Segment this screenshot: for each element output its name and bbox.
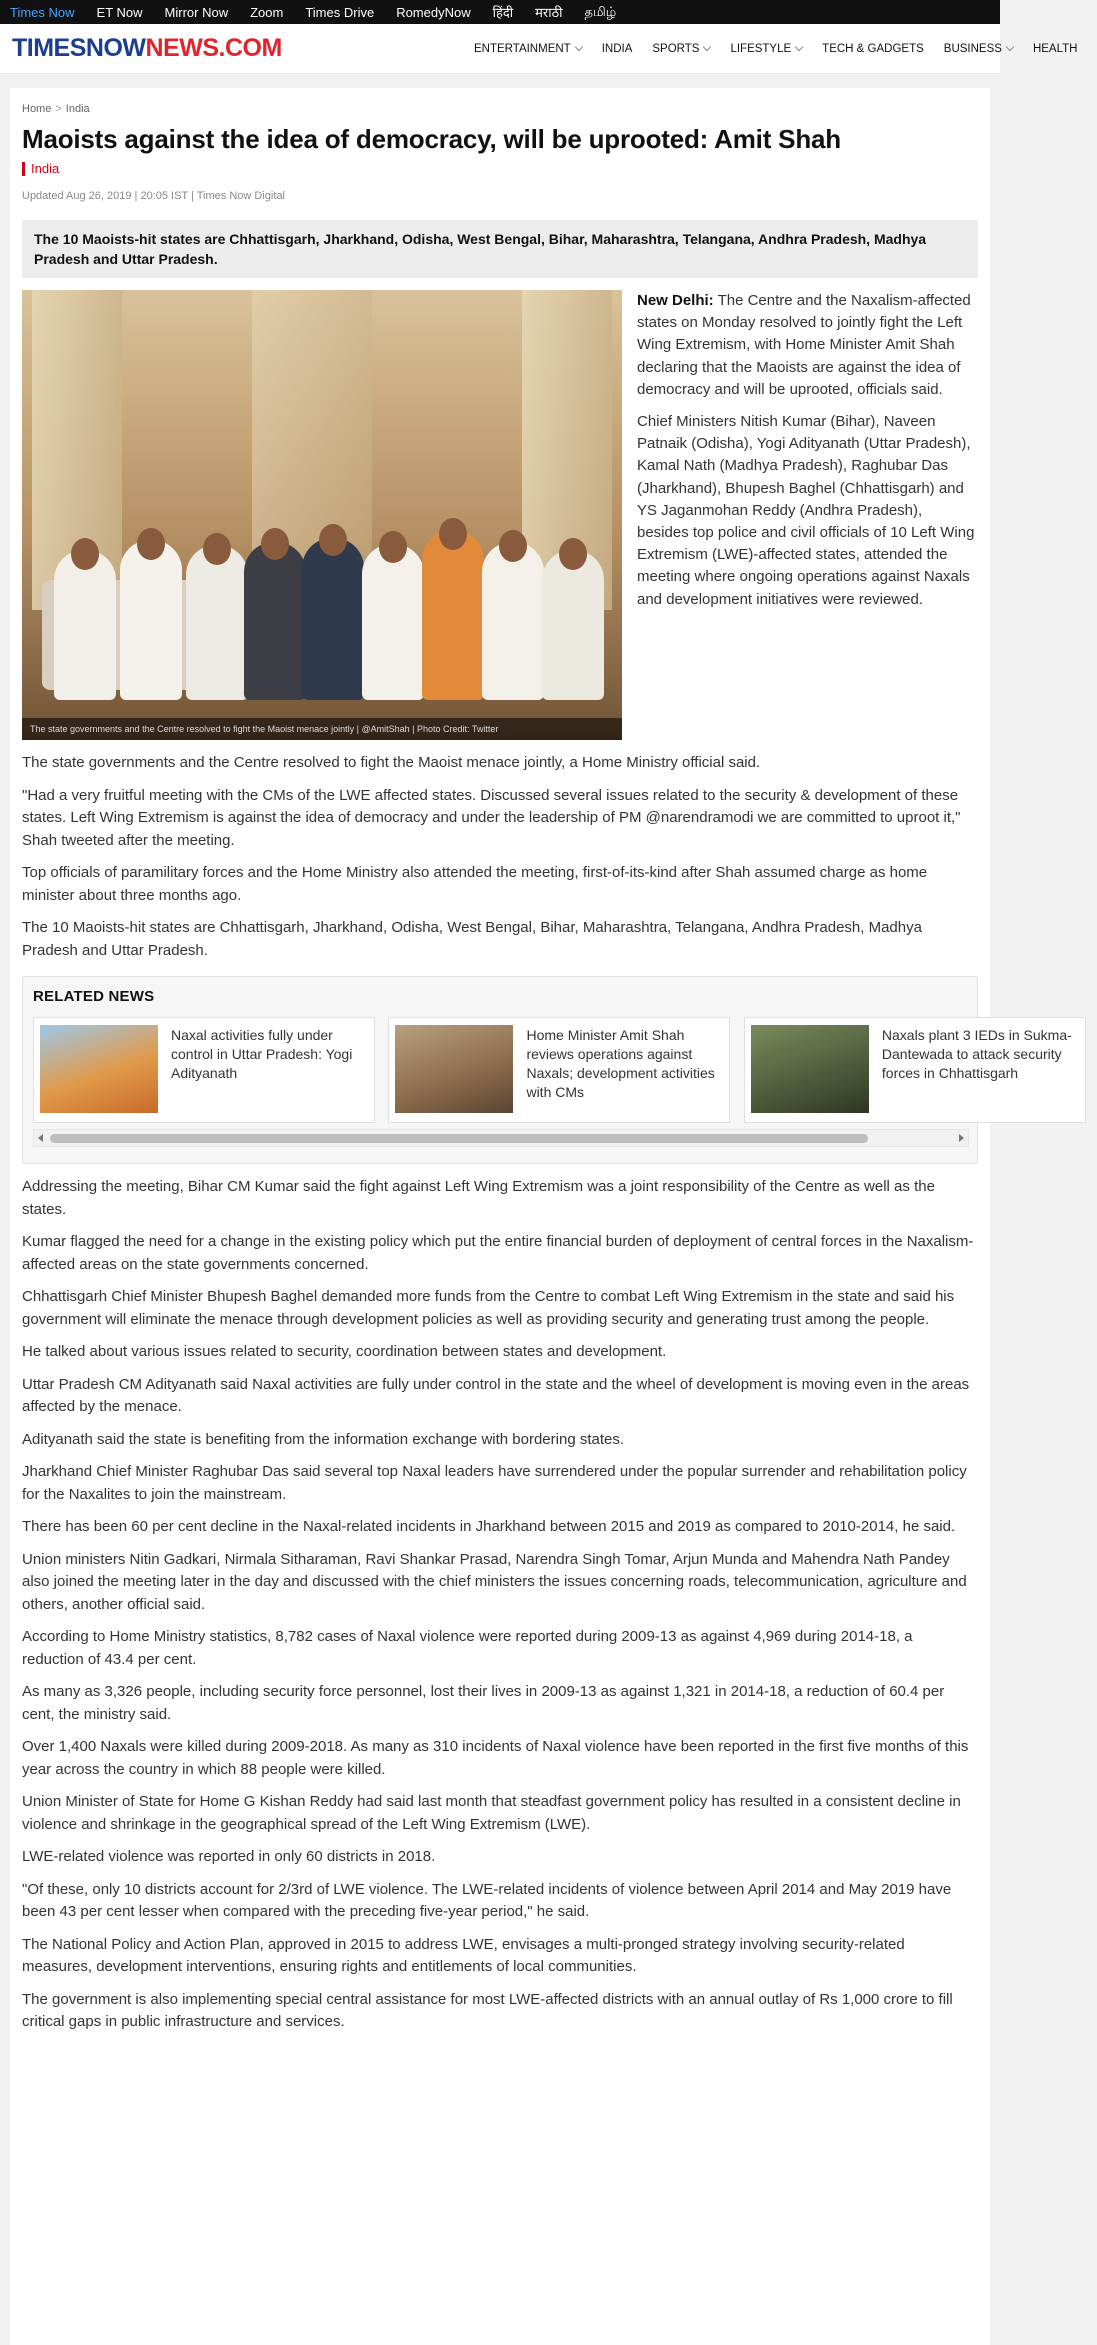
nav-label: INDIA: [601, 43, 633, 55]
body-paragraph: "Had a very fruitful meeting with the CMs of the LWE affected states. Discussed several issues related to the security & development of these states. Left Wing Extremism is against the idea of democracy and under the leadership of PM @narendramodi we are committed to uproot it," Shah tweeted after the meeting.: [22, 786, 961, 849]
body-paragraph: LWE-related violence was reported in only 60 districts in 2018.: [22, 1848, 436, 1865]
body-paragraph: As many as 3,326 people, including security force personnel, lost their lives in 2009-13 as against 1,321 in 2014-18, a reduction of 60.4 per cent, the ministry said.: [22, 1683, 945, 1723]
article-container: [10, 88, 1072, 2345]
body-paragraph: Kumar flagged the need for a change in the existing policy which put the entire financial burden of deployment of central forces in the Naxalism-affected areas on the state governments concerned.: [22, 1233, 974, 1273]
lead-text-1: The Centre and the Naxalism-affected states on Monday resolved to jointly fight the Left Wing Extremism, with Home Minister Amit Shah declaring that the Maoists are against the idea of democracy and will be uprooted, officials said.: [637, 292, 971, 398]
related-news: [22, 976, 1072, 1164]
network-link-marathi[interactable]: मराठी: [535, 5, 563, 20]
nav-label: BUSINESS: [943, 43, 1002, 55]
lead-text: [637, 290, 978, 621]
body-paragraph: The government is also implementing special central assistance for most LWE-affected districts with an annual outlay of Rs 1,000 crore to fill critical gaps in public infrastructure and services.: [22, 1990, 953, 2030]
photo-caption: The state governments and the Centre resolved to fight the Maoist menace jointly | @AmitShah | Photo Credit: Twitter: [22, 718, 622, 740]
dateline: New Delhi:: [637, 292, 714, 309]
body-paragraph: Jharkhand Chief Minister Raghubar Das said several top Naxal leaders have surrendered under the popular surrender and rehabilitation policy for the Naxalites to join the mainstream.: [22, 1463, 967, 1503]
breadcrumb: [22, 103, 978, 115]
related-news-title: Home Minister Amit Shah reviews operations against Naxals; development activities with CMs: [526, 1027, 715, 1100]
body-paragraph: According to Home Ministry statistics, 8,782 cases of Naxal violence were reported during 2009-13 as against 4,969 during 2014-18, a reduction of 43.4 per cent.: [22, 1628, 913, 1668]
related-news-card[interactable]: [744, 1017, 1086, 1123]
related-news-title: Naxal activities fully under control in Uttar Pradesh: Yogi Adityanath: [171, 1027, 353, 1081]
nav-label: TECH & GADGETS: [822, 43, 924, 55]
nav-lifestyle[interactable]: [730, 43, 802, 55]
related-news-card[interactable]: [388, 1017, 730, 1123]
chevron-down-icon: [574, 43, 582, 51]
network-link-romedynow[interactable]: RomedyNow: [396, 4, 471, 20]
carousel-scrollbar[interactable]: [33, 1129, 969, 1147]
body-paragraph: Adityanath said the state is benefiting from the information exchange with bordering states.: [22, 1430, 625, 1448]
article-meta: Updated Aug 26, 2019 | 20:05 IST | Times Now Digital: [22, 190, 285, 202]
article-summary: The 10 Maoists-hit states are Chhattisgarh, Jharkhand, Odisha, West Bengal, Bihar, Maharashtra, Telangana, Andhra Pradesh, Madhya Pradesh and Uttar Pradesh.: [22, 220, 978, 278]
nav-health[interactable]: [1033, 43, 1078, 55]
category-tag[interactable]: India: [22, 162, 978, 176]
nav-india[interactable]: [602, 43, 633, 55]
related-news-carousel: [33, 1017, 1072, 1123]
network-link-mirror-now[interactable]: Mirror Now: [164, 4, 229, 20]
breadcrumb-home[interactable]: Home: [22, 103, 52, 115]
lead-paragraph-2: Chief Ministers Nitish Kumar (Bihar), Naveen Patnaik (Odisha), Yogi Adityanath (Uttar Pradesh), Kamal Nath (Madhya Pradesh), Raghubar Das (Jharkhand), Bhupesh Baghel (Chhattisgarh) and YS Jaganmohan Reddy (Andhra Pradesh), besides top police and civil officials of 10 Left Wing Extremism (LWE)-affected states, attended the meeting where ongoing operations against Naxals and development initiatives were reviewed.: [637, 413, 975, 608]
nav-sports[interactable]: [652, 43, 710, 55]
site-header: [0, 24, 1078, 74]
article-body-part-1: [22, 752, 978, 962]
scroll-left-icon[interactable]: [38, 1134, 43, 1142]
breadcrumb-separator: >: [55, 103, 62, 115]
site-logo[interactable]: [12, 34, 282, 63]
network-bar: [0, 0, 1000, 24]
nav-label: HEALTH: [1032, 43, 1078, 55]
body-paragraph: "Of these, only 10 districts account for 2/3rd of LWE violence. The LWE-related incidents of violence between April 2014 and May 2019 have been 43 per cent lesser when compared with the preceding five-year period," he said.: [22, 1880, 952, 1920]
lead-section: [22, 290, 978, 740]
logo-part-timesnow: TIMESNOW: [12, 34, 146, 62]
body-paragraph: He talked about various issues related to security, coordination between states and development.: [22, 1343, 667, 1360]
nav-entertainment[interactable]: [474, 43, 582, 55]
network-link-times-drive[interactable]: Times Drive: [305, 4, 375, 20]
nav-business[interactable]: [944, 43, 1013, 55]
network-link-tamil[interactable]: தமிழ்: [584, 3, 617, 19]
chevron-down-icon: [795, 43, 803, 51]
body-paragraph: Union ministers Nitin Gadkari, Nirmala Sitharaman, Ravi Shankar Prasad, Narendra Singh Tomar, Arjun Munda and Mahendra Nath Pandey also joined the meeting later in the day and discussed with the chief ministers the issues concerning roads, telecommunication, agriculture and others, another official said.: [22, 1550, 967, 1613]
logo-part-news: NEWS.COM: [145, 34, 282, 62]
body-paragraph: Uttar Pradesh CM Adityanath said Naxal activities are fully under control in the state and the wheel of development is moving even in the areas affected by the menace.: [22, 1375, 970, 1415]
related-news-thumbnail: [40, 1025, 158, 1113]
related-news-heading: RELATED NEWS: [33, 988, 155, 1005]
related-news-card[interactable]: [33, 1017, 375, 1123]
body-paragraph: Addressing the meeting, Bihar CM Kumar said the fight against Left Wing Extremism was a joint responsibility of the Centre as well as the states.: [22, 1178, 935, 1218]
nav-label: ENTERTAINMENT: [474, 43, 571, 55]
related-news-thumbnail: [395, 1025, 513, 1113]
nav-label: SPORTS: [652, 43, 700, 55]
network-link-et-now[interactable]: ET Now: [96, 4, 143, 20]
body-paragraph: Chhattisgarh Chief Minister Bhupesh Baghel demanded more funds from the Centre to combat Left Wing Extremism in the state and said his government will eliminate the menace through development policies as well as providing security and generating trust among the people.: [22, 1288, 955, 1328]
scroll-right-icon[interactable]: [959, 1134, 964, 1142]
article-body-part-2: [22, 1176, 978, 2034]
body-paragraph: Top officials of paramilitary forces and the Home Ministry also attended the meeting, first-of-its-kind after Shah assumed charge as home minister about three months ago.: [22, 864, 928, 904]
nav-tech-gadgets[interactable]: [822, 43, 924, 55]
article-title: Maoists against the idea of democracy, will be uprooted: Amit Shah: [22, 124, 841, 154]
scrollbar-thumb[interactable]: [50, 1134, 868, 1143]
nav-label: LIFESTYLE: [730, 43, 792, 55]
breadcrumb-india[interactable]: India: [65, 103, 90, 115]
body-paragraph: Union Minister of State for Home G Kishan Reddy had said last month that steadfast government policy has resulted in a consistent decline in violence and shrinkage in the geographical spread of the Left Wing Extremism (LWE).: [22, 1793, 961, 1833]
body-paragraph: The state governments and the Centre resolved to fight the Maoist menace jointly, a Home Ministry official said.: [22, 754, 761, 771]
body-paragraph: Over 1,400 Naxals were killed during 2009-2018. As many as 310 incidents of Naxal violence have been reported in the first five months of this year across the country in which 88 people were killed.: [22, 1738, 969, 1778]
lead-photo: [22, 290, 622, 740]
main-nav: [474, 24, 1097, 74]
network-link-zoom[interactable]: Zoom: [250, 4, 284, 20]
body-paragraph: The National Policy and Action Plan, approved in 2015 to address LWE, envisages a multi-pronged strategy involving security-related measures, development interventions, ensuring rights and entitlements of local communities.: [22, 1935, 905, 1975]
chevron-down-icon: [703, 43, 711, 51]
body-paragraph: The 10 Maoists-hit states are Chhattisgarh, Jharkhand, Odisha, West Bengal, Bihar, Maharashtra, Telangana, Andhra Pradesh, Madhya Pradesh and Uttar Pradesh.: [22, 919, 922, 959]
network-link-times-now[interactable]: Times Now: [10, 4, 75, 20]
network-link-hindi[interactable]: हिंदी: [492, 5, 514, 20]
chevron-down-icon: [1006, 43, 1014, 51]
related-news-title: Naxals plant 3 IEDs in Sukma-Dantewada to attack security forces in Chhattisgarh: [881, 1027, 1072, 1081]
related-news-thumbnail: [751, 1025, 869, 1113]
lead-paragraph-1: [637, 290, 978, 401]
body-paragraph: There has been 60 per cent decline in the Naxal-related incidents in Jharkhand between 2015 and 2019 as compared to 2010-2014, he said.: [22, 1518, 956, 1535]
